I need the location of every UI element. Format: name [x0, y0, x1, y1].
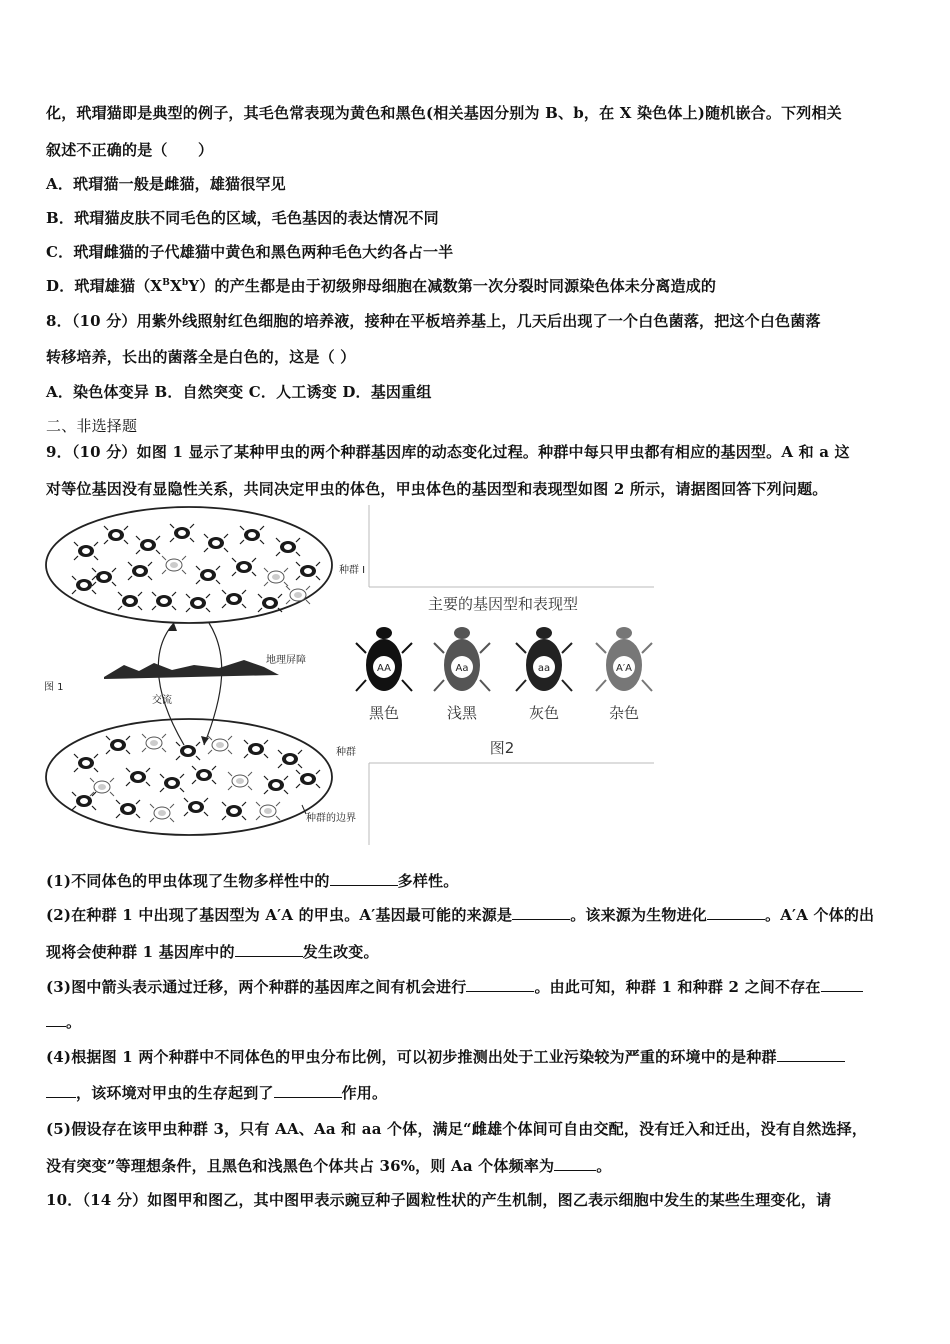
q9-sub2-line2: 现将会使种群 1 基因库中的 发生改变。 [46, 943, 379, 961]
q9-sub3-line1: (3)图中箭头表示通过迁移，两个种群的基因库之间有机会进行 。由此可知，种群 1 和种群 2 之间不存在 [46, 976, 863, 997]
genotype-aa-lower: aa [537, 663, 551, 674]
q9-sub5-line2: 没有突变”等理想条件，且黑色和浅黑色个体共占 36%，则 Aa 个体频率为 。 [46, 1157, 612, 1175]
q9-text-line2: 对等位基因没有显隐性关系，共同决定甲虫的体色，甲虫体色的基因型和表现型如图 2 所示，请据图回答下列问题。 [46, 480, 828, 498]
answer-blank-3b[interactable] [821, 977, 863, 992]
population-2-label: 种群 [336, 747, 356, 758]
boundary-label: 种群的边界 [306, 813, 356, 824]
q9-sub5-line1: (5)假设存在该甲虫种群 3，只有 AA、Aa 和 aa 个体，满足“雌雄个体间可自由交配，没有迁入和迁出，没有自然选择， [46, 1120, 868, 1138]
q9-figure [44, 505, 664, 855]
q7-option-b: B．玳瑁猫皮肤不同毛色的区域，毛色基因的表达情况不同 [46, 209, 439, 227]
q9-sub2-line1: (2)在种群 1 中出现了基因型为 A′A 的甲虫。A′基因最可能的来源是 。该来源为生物进化 。A′A 个体的出 [46, 906, 875, 924]
beetle-black-icon [356, 627, 412, 691]
q7-option-d: D．玳瑁雄猫$(X^BX^bY)$的产生都是由于初级卵母细胞在减数第一次分裂时同源染色体未分离造成的 [46, 277, 717, 295]
q9-sub4-line2: ，该环境对甲虫的生存起到了 作用。 [46, 1082, 387, 1103]
genotype-aa-mixed: Aa [455, 663, 469, 674]
phenotype-lightblack: 浅黑 [446, 704, 478, 722]
q8-text-line2: 转移培养，长出的菌落全是白色的，这是（ ） [46, 348, 356, 366]
q9-sub3-line2: 。 [46, 1011, 81, 1032]
answer-blank-2c[interactable] [235, 942, 303, 957]
answer-blank-5[interactable] [554, 1156, 596, 1171]
genotype-aa-upper: AA [377, 663, 391, 674]
barrier-label: 地理屏障 [266, 655, 306, 666]
flow-label: 交流 [152, 695, 172, 706]
beetle-mixed-icon [596, 627, 652, 691]
q10-text-line1: 10．（14 分）如图甲和图乙，其中图甲表示豌豆种子圆粒性状的产生机制，图乙表示细胞中发生的某些生理变化，请 [46, 1191, 832, 1209]
phenotype-black: 黑色 [368, 704, 400, 722]
answer-blank-4a-cont[interactable] [46, 1083, 76, 1098]
answer-blank-2a[interactable] [512, 905, 570, 920]
figure-2-label: 图2 [489, 739, 515, 757]
genotype-a-prime-a: A′A [616, 663, 632, 674]
beetle-grey-icon [516, 627, 572, 691]
q7-text-line2: 叙述不正确的是（ ） [46, 141, 214, 159]
answer-blank-1[interactable] [330, 871, 398, 886]
q9-text-line1: 9．（10 分）如图 1 显示了某种甲虫的两个种群基因库的动态变化过程。种群中每只甲虫都有相应的基因型。A 和 a 这 [46, 443, 850, 461]
q7-text-line1: 化，玳瑁猫即是典型的例子，其毛色常表现为黄色和黑色(相关基因分别为 B、b，在 X 染色体上)随机嵌合。下列相关 [46, 104, 842, 122]
q7-option-c: C．玳瑁雌猫的子代雄猫中黄色和黑色两种毛色大约各占一半 [46, 243, 454, 261]
figure-1-label: 图 1 [44, 682, 64, 693]
answer-blank-3b-cont[interactable] [46, 1012, 66, 1027]
population-1-label: 种群 I [339, 565, 366, 576]
q8-options: A．染色体变异 B．自然突变 C．人工诱变 D．基因重组 [46, 383, 432, 401]
beetle-lightblack-icon [434, 627, 490, 691]
figure-2-title: 主要的基因型和表现型 [428, 595, 579, 613]
population-2-beetles [72, 734, 320, 822]
answer-blank-3a[interactable] [466, 977, 534, 992]
population-2-boundary [46, 719, 332, 835]
q9-sub1: (1)不同体色的甲虫体现了生物多样性中的 多样性。 [46, 872, 459, 890]
q9-sub4-line1: (4)根据图 1 两个种群中不同体色的甲虫分布比例，可以初步推测出处于工业污染较为严重的环境中的是种群 [46, 1046, 845, 1067]
population-1-boundary [46, 507, 332, 623]
population-1-beetles [72, 524, 320, 612]
migration-arrow-down [204, 623, 222, 745]
phenotype-mixed: 杂色 [608, 704, 640, 722]
answer-blank-4a[interactable] [777, 1047, 845, 1062]
answer-blank-4b[interactable] [274, 1083, 342, 1098]
q9-figure-svg [44, 505, 664, 855]
phenotype-grey: 灰色 [528, 704, 560, 722]
geographic-barrier [104, 660, 279, 679]
answer-blank-2b[interactable] [707, 905, 765, 920]
section-heading: 二、非选择题 [46, 417, 138, 435]
q7-option-a: A．玳瑁猫一般是雌猫，雄猫很罕见 [46, 175, 286, 193]
migration-arrow-up [158, 623, 184, 745]
q8-text-line1: 8．（10 分）用紫外线照射红色细胞的培养液，接种在平板培养基上，几天后出现了一个白色菌落，把这个白色菌落 [46, 312, 821, 330]
